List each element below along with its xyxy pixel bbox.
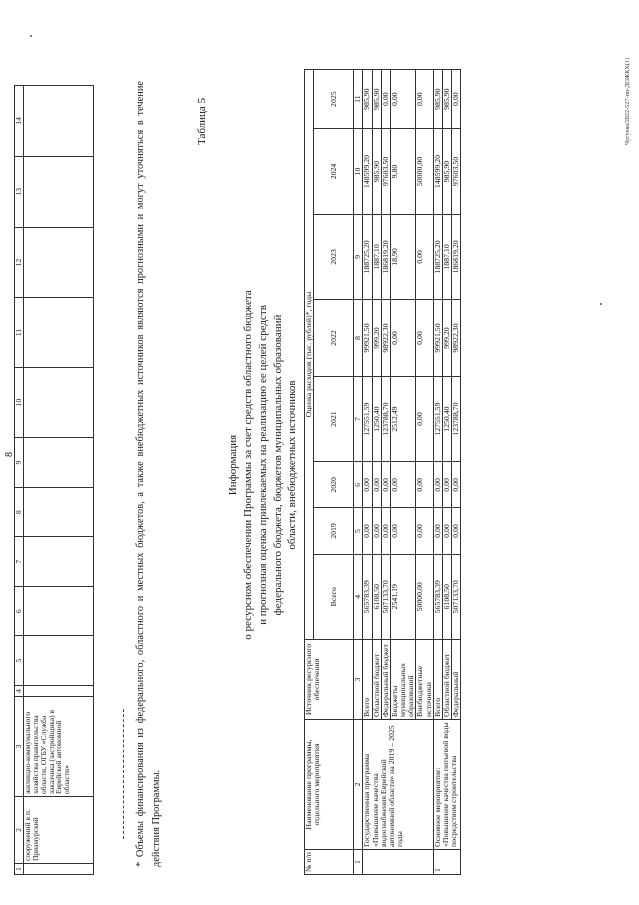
- value-cell: 1887,10: [442, 214, 451, 299]
- row-number: [363, 850, 433, 875]
- value-cell: 98922,30: [452, 300, 461, 377]
- table-cell: [23, 686, 93, 697]
- col-header: 9: [15, 438, 24, 488]
- value-cell: 2541,19: [390, 554, 416, 639]
- value-cell: 985,90: [372, 129, 381, 214]
- table-cell: [23, 487, 93, 537]
- source-label: Всего: [363, 640, 372, 720]
- col-header-year: 2022: [314, 300, 354, 377]
- value-cell: 565783,39: [363, 554, 372, 639]
- value-cell: 0,00: [416, 376, 433, 461]
- column-number: 10: [354, 129, 363, 214]
- value-cell: 0,00: [381, 508, 390, 554]
- row-number: 1: [433, 850, 461, 875]
- value-cell: 0,00: [433, 462, 442, 508]
- column-number: 6: [354, 462, 363, 508]
- table-cell: [23, 864, 93, 875]
- value-cell: 186819,20: [381, 214, 390, 299]
- table-cell: сооружений в п. Приамурский: [23, 797, 93, 864]
- value-cell: 0,00: [390, 70, 416, 129]
- table-cell: [23, 537, 93, 587]
- title-line: Информация: [227, 434, 239, 496]
- col-header: 1: [15, 864, 24, 875]
- col-header-year: 2020: [314, 462, 354, 508]
- table-cell: жилищно-коммунального хозяйства правительства области, ОГБУ «Служба заказчика (застройщика) в Еврейской автономной области»: [23, 697, 93, 797]
- value-cell: 0,00: [442, 508, 451, 554]
- value-cell: 0,00: [372, 462, 381, 508]
- value-cell: 0,00: [442, 462, 451, 508]
- table-row: [433, 70, 442, 875]
- value-cell: 9,80: [390, 129, 416, 214]
- source-label: Федеральный: [452, 640, 461, 720]
- table-header-row: [305, 70, 314, 875]
- value-cell: 98922,30: [381, 300, 390, 377]
- value-cell: 0,00: [452, 462, 461, 508]
- value-cell: 97603,50: [452, 129, 461, 214]
- column-number: 5: [354, 508, 363, 554]
- value-cell: 0,00: [452, 70, 461, 129]
- col-header: 2: [15, 797, 24, 864]
- col-header: 3: [15, 697, 24, 797]
- col-header-year: 2021: [314, 376, 354, 461]
- value-cell: 6108,50: [442, 554, 451, 639]
- value-cell: 50000,00: [416, 129, 433, 214]
- value-cell: 507133,70: [381, 554, 390, 639]
- program-name: Государственная программа «Повышение качества водоснабжения Еврейской автономной области» на 2019 – 2025 годы: [363, 720, 433, 850]
- source-label: Областной бюджет: [372, 640, 381, 720]
- resource-table: [304, 69, 461, 875]
- value-cell: 99921,50: [363, 300, 372, 377]
- document-footer: Чугуева/2022-527-пп-ДОЖКХ(1): [624, 57, 631, 145]
- table-cell: [23, 636, 93, 686]
- column-number: 11: [354, 70, 363, 129]
- value-cell: 999,20: [442, 300, 451, 377]
- value-cell: 999,20: [372, 300, 381, 377]
- table-cell: [23, 86, 93, 157]
- table-cell: [23, 298, 93, 367]
- table-cell: [23, 586, 93, 636]
- value-cell: 0,00: [416, 214, 433, 299]
- source-label: Всего: [433, 640, 442, 720]
- table-cell: [23, 156, 93, 227]
- value-cell: 1250,40: [442, 376, 451, 461]
- table-cell: [23, 227, 93, 298]
- value-cell: 565783,39: [433, 554, 442, 639]
- value-cell: 123788,70: [452, 376, 461, 461]
- value-cell: 985,90: [433, 70, 442, 129]
- value-cell: 507133,70: [452, 554, 461, 639]
- value-cell: 18,90: [390, 214, 416, 299]
- value-cell: 1887,10: [372, 214, 381, 299]
- column-number: 1: [354, 850, 363, 875]
- value-cell: 0,00: [416, 508, 433, 554]
- column-number: 7: [354, 376, 363, 461]
- title-line: и прогнозная оценка привлекаемых на реализацию ее целей средств: [256, 305, 269, 625]
- value-cell: 99921,50: [433, 300, 442, 377]
- document-title: [226, 185, 300, 745]
- col-header-source: Источник ресурсного обеспечения: [305, 640, 354, 720]
- value-cell: 186819,20: [452, 214, 461, 299]
- column-number: 3: [354, 640, 363, 720]
- value-cell: 188725,20: [363, 214, 372, 299]
- col-header-total: Всего: [314, 554, 354, 639]
- value-cell: 50000,00: [416, 554, 433, 639]
- value-cell: 0,00: [381, 462, 390, 508]
- footnote-separator: [123, 709, 124, 839]
- value-cell: 0,00: [390, 300, 416, 377]
- col-header: 10: [15, 367, 24, 438]
- scan-mark: [600, 303, 602, 305]
- footnote-text: * Объемы финансирования из федерального, областного и местных бюджетов, а также внебюджетных источников являются прогнозными и могут уточняться в течение действия Программы.: [135, 81, 163, 867]
- value-cell: 0,00: [363, 508, 372, 554]
- value-cell: 188725,20: [433, 214, 442, 299]
- col-header-year: 2019: [314, 508, 354, 554]
- value-cell: 6108,50: [372, 554, 381, 639]
- table-label: Таблица 5: [196, 97, 208, 145]
- table-row: [23, 86, 93, 875]
- value-cell: 123788,70: [381, 376, 390, 461]
- column-number: 2: [354, 720, 363, 850]
- col-header: 7: [15, 537, 24, 587]
- col-header: 8: [15, 487, 24, 537]
- title-line: федерального бюджета, бюджетов муниципальных образований: [271, 314, 284, 616]
- scan-mark: [30, 35, 32, 37]
- measure-name: Основное мероприятие: «Повышение качества питьевой воды посредством строительства: [433, 720, 461, 850]
- value-cell: 2512,49: [390, 376, 416, 461]
- col-header-name: Наименование программы, отдельного мероприятия: [305, 720, 354, 850]
- source-label: Внебюджетные источники: [416, 640, 433, 720]
- value-cell: 0,00: [452, 508, 461, 554]
- value-cell: 0,00: [416, 70, 433, 129]
- value-cell: 0,00: [433, 508, 442, 554]
- value-cell: 148599,20: [433, 129, 442, 214]
- table-continuation: [14, 85, 94, 875]
- value-cell: 148599,20: [363, 129, 372, 214]
- value-cell: 985,90: [372, 70, 381, 129]
- col-header: 5: [15, 636, 24, 686]
- value-cell: 985,90: [442, 70, 451, 129]
- col-header-year: 2024: [314, 129, 354, 214]
- col-header: 4: [15, 686, 24, 697]
- col-header: 6: [15, 586, 24, 636]
- value-cell: 0,00: [416, 462, 433, 508]
- value-cell: 0,00: [390, 462, 416, 508]
- col-header: 13: [15, 156, 24, 227]
- value-cell: 0,00: [363, 462, 372, 508]
- source-label: Федеральный бюджет: [381, 640, 390, 720]
- value-cell: 0,00: [416, 300, 433, 377]
- table-cell: [23, 367, 93, 438]
- col-header-no: № п/п: [305, 850, 354, 875]
- column-number: 9: [354, 214, 363, 299]
- table-row: [363, 70, 372, 875]
- value-cell: 97603,50: [381, 129, 390, 214]
- col-header-year: 2025: [314, 70, 354, 129]
- source-label: Бюджеты муниципальных образований: [390, 640, 416, 720]
- table-cell: [23, 438, 93, 488]
- value-cell: 0,00: [381, 70, 390, 129]
- value-cell: 1250,40: [372, 376, 381, 461]
- value-cell: 127551,59: [363, 376, 372, 461]
- column-number: 8: [354, 300, 363, 377]
- column-number: 4: [354, 554, 363, 639]
- value-cell: 0,00: [390, 508, 416, 554]
- value-cell: 985,90: [442, 129, 451, 214]
- page-number: 8: [4, 452, 15, 457]
- title-line: о ресурсном обеспечении Программы за счет средств областного бюджета: [241, 290, 254, 640]
- col-header: 14: [15, 86, 24, 157]
- col-header-estimate: Оценка расходов (тыс. рублей)*, годы: [305, 70, 314, 640]
- col-header: 12: [15, 227, 24, 298]
- col-header: 11: [15, 298, 24, 367]
- value-cell: 127551,59: [433, 376, 442, 461]
- source-label: Областной бюджет: [442, 640, 451, 720]
- value-cell: 985,90: [363, 70, 372, 129]
- title-line: области, внебюджетных источников: [286, 380, 299, 550]
- col-header-year: 2023: [314, 214, 354, 299]
- value-cell: 0,00: [372, 508, 381, 554]
